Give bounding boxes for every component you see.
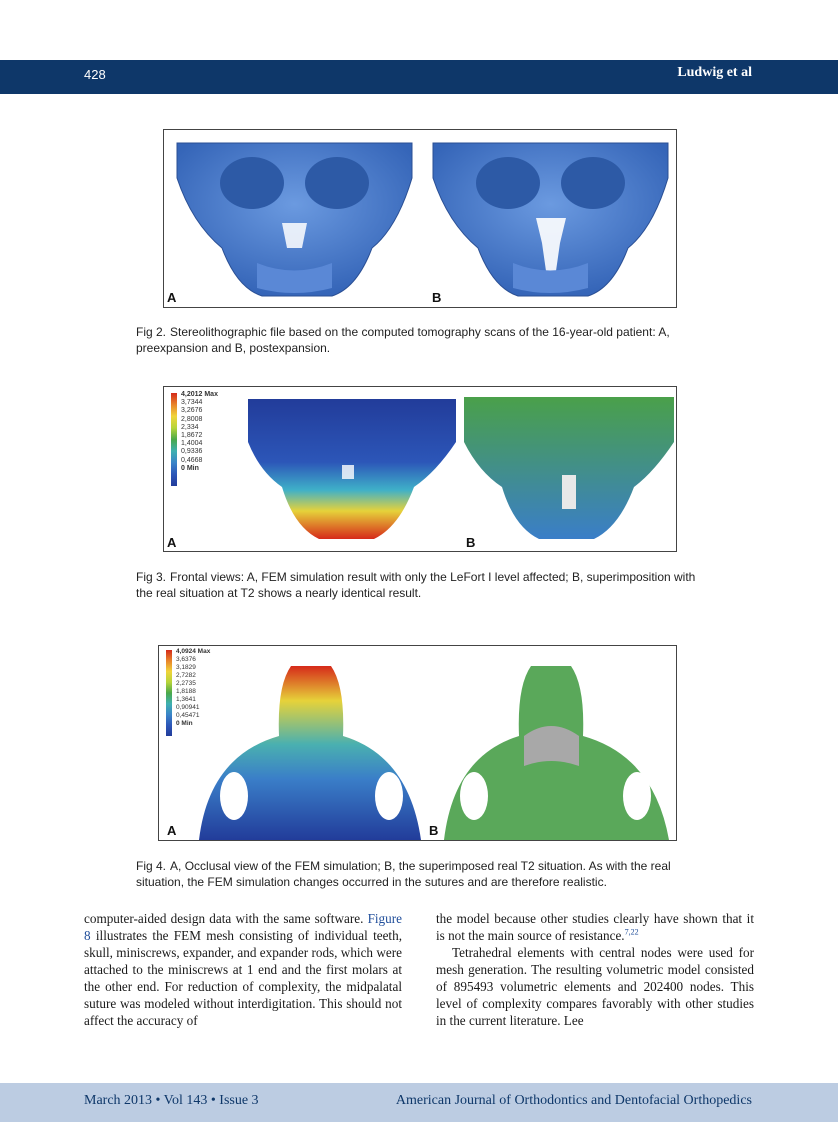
panel-label-a: A [167, 823, 177, 838]
panel-label-b: B [429, 823, 439, 838]
skull-postexpansion [433, 143, 668, 296]
panel-label-b: B [432, 290, 442, 305]
page-number: 428 [84, 67, 106, 82]
figure-3-fem-illustration [164, 387, 676, 551]
panel-label-b: B [466, 535, 476, 550]
panel-label-a: A [167, 290, 177, 305]
fem-occlusal-simulation [199, 666, 421, 840]
figure-3-label: Fig 3. [136, 570, 167, 584]
journal-name: American Journal of Orthodontics and Dentofacial Orthopedics [395, 1093, 752, 1108]
running-header [0, 60, 838, 94]
fem-occlusal-superimposition [444, 666, 669, 840]
body-paragraph: the model because other studies clearly have shown that it is not the main source of resistance.$^{7,22}$ [436, 911, 754, 943]
panel-label-a: A [167, 535, 177, 550]
body-paragraph: Tetrahedral elements with central nodes were used for mesh generation. The resulting volumetric model consisted of 895493 volumetric elements and 202400 nodes. This level of complexity compares favorably with other studies in the current literature. Lee [436, 945, 754, 1028]
body-left-column [84, 910, 402, 1029]
figure-3-image [163, 386, 677, 552]
issue-info: March 2013 • Vol 143 • Issue 3 [84, 1093, 259, 1108]
figure-3-legend: 4,2012 Max 3,7344 3,2676 2,8008 2,334 1,8672 1,4004 0,9336 0,4668 0 Min [181, 391, 218, 472]
fem-frontal-simulation [248, 399, 456, 539]
figure-2-skull-illustration [164, 130, 676, 307]
skull-preexpansion [177, 143, 412, 296]
running-head-authors: Ludwig et al [677, 65, 752, 80]
body-right-column [436, 910, 754, 1029]
figure-4-label: Fig 4. [136, 859, 167, 873]
body-paragraph: computer-aided design data with the same software. Figure 8 illustrates the FEM mesh consisting of individual teeth, skull, miniscrews, expander, and expander rods, which were attached to the miniscrews at 1 end and the first molars at the other end. For reduction of complexity, the midpalatal suture was modeled without interdigitation. This should not affect the accuracy of [84, 911, 402, 1028]
figure-4-caption-text: A, Occlusal view of the FEM simulation; B, the superimposed real T2 situation. As with the real situation, the FEM simulation changes occurred in the sutures and are therefore realistic. [136, 859, 671, 889]
figure-4-colorbar [166, 650, 172, 736]
figure-3-colorbar [171, 393, 177, 486]
figure-4-caption [136, 858, 706, 890]
running-footer [0, 1083, 838, 1122]
figure-2-caption-text: Stereolithographic file based on the computed tomography scans of the 16-year-old patient: A, preexpansion and B, postexpansion. [136, 325, 670, 355]
figure-3-caption-text: Frontal views: A, FEM simulation result with only the LeFort I level affected; B, superimposition with the real situation at T2 shows a nearly identical result. [136, 570, 696, 600]
figure-2-image [163, 129, 677, 308]
figure-4-fem-illustration [159, 646, 676, 840]
figure-2-label: Fig 2. [136, 325, 167, 339]
figure-4-legend: 4,0924 Max 3,6376 3,1829 2,7282 2,2735 1,8188 1,3641 0,90941 0,45471 0 Min [176, 648, 211, 727]
figure-8-link[interactable]: Figure 8 [84, 911, 402, 943]
figure-2-caption [136, 324, 706, 356]
figure-4-image [158, 645, 677, 841]
figure-3-caption [136, 569, 706, 601]
fem-frontal-superimposition [464, 397, 674, 539]
reference-link[interactable]: 7,22 [624, 927, 639, 937]
